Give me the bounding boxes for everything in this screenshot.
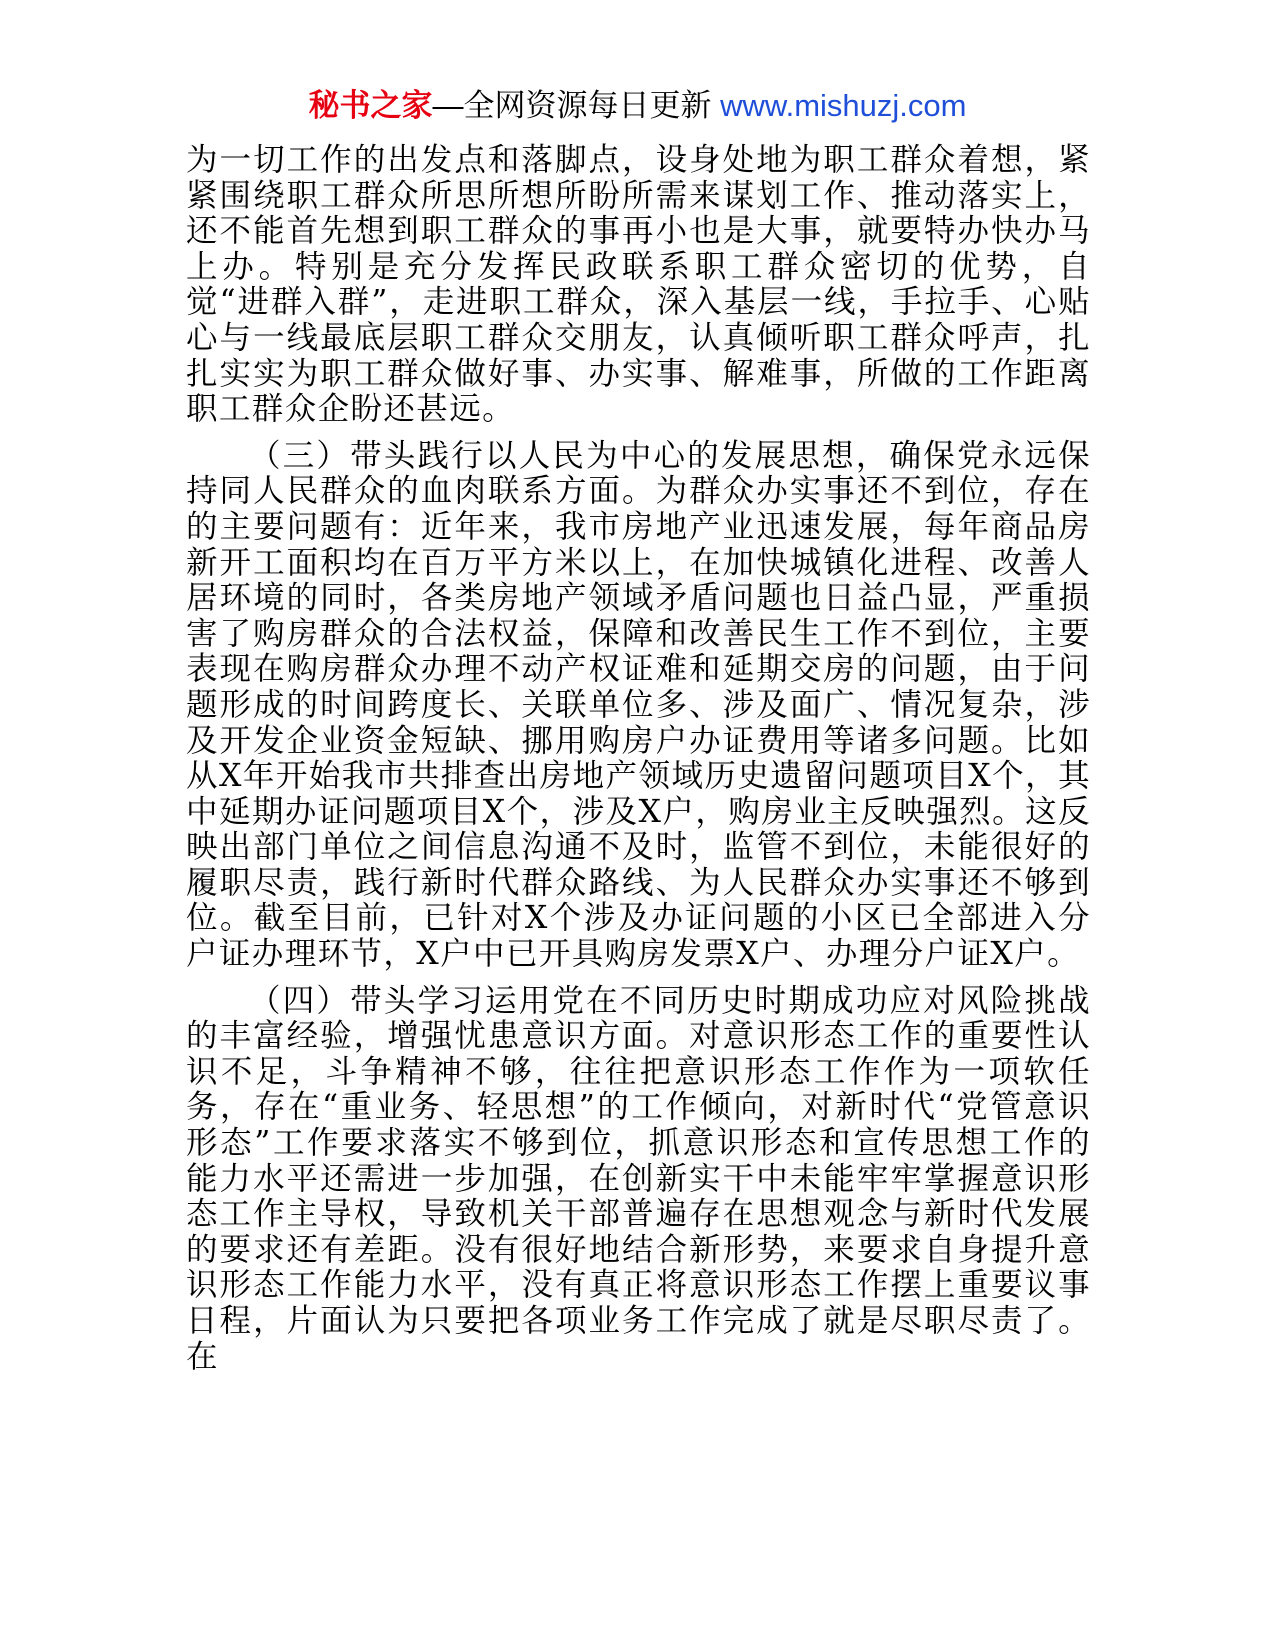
document-body bbox=[186, 143, 1091, 1375]
website-link[interactable]: www.mishuzj.com bbox=[720, 88, 967, 123]
paragraph-section-four: （四）带头学习运用党在不同历史时期成功应对风险挑战的丰富经验，增强忧患意识方面。对意识形态工作的重要性认识不足，斗争精神不够，往往把意识形态工作作为一项软任务，存在“重业务、轻思想”的工作倾向，对新时代“党管意识形态”工作要求落实不够到位，抓意识形态和宣传思想工作的能力水平还需进一步加强，在创新实干中未能牢牢掌握意识形态工作主导权，导致机关干部普遍存在思想观念与新时代发展的要求还有差距。没有很好地结合新形势，来要求自身提升意识形态工作能力水平，没有真正将意识形态工作摆上重要议事日程，片面认为只要把各项业务工作完成了就是尽职尽责了。在 bbox=[186, 982, 1091, 1375]
paragraph-continued: 为一切工作的出发点和落脚点，设身处地为职工群众着想，紧紧围绕职工群众所思所想所盼所需来谋划工作、推动落实上，还不能首先想到职工群众的事再小也是大事，就要特办快办马上办。特别是充分发挥民政联系职工群众密切的优势，自觉“进群入群”，走进职工群众，深入基层一线，手拉手、心贴心与一线最底层职工群众交朋友，认真倾听职工群众呼声，扎扎实实为职工群众做好事、办实事、解难事，所做的工作距离职工群众企盼还甚远。 bbox=[186, 142, 1091, 428]
paragraph-section-three: （三）带头践行以人民为中心的发展思想，确保党永远保持同人民群众的血肉联系方面。为群众办实事还不到位，存在的主要问题有：近年来，我市房地产业迅速发展，每年商品房新开工面积均在百万平方米以上，在加快城镇化进程、改善人居环境的同时，各类房地产领域矛盾问题也日益凸显，严重损害了购房群众的合法权益，保障和改善民生工作不到位，主要表现在购房群众办理不动产权证难和延期交房的问题，由于问题形成的时间跨度长、关联单位多、涉及面广、情况复杂，涉及开发企业资金短缺、挪用购房户办证费用等诸多问题。比如从X年开始我市共排查出房地产领域历史遗留问题项目X个，其中延期办证问题项目X个，涉及X户，购房业主反映强烈。这反映出部门单位之间信息沟通不及时，监管不到位，未能很好的履职尽责，践行新时代群众路线、为人民群众办实事还不够到位。截至目前，已针对X个涉及办证问题的小区已全部进入分户证办理环节，X户中已开具购房发票X户、办理分户证X户。 bbox=[186, 437, 1091, 973]
site-watermark-header bbox=[0, 86, 1275, 126]
header-slogan: —全网资源每日更新 bbox=[432, 88, 721, 123]
brand-name: 秘书之家 bbox=[308, 88, 433, 123]
